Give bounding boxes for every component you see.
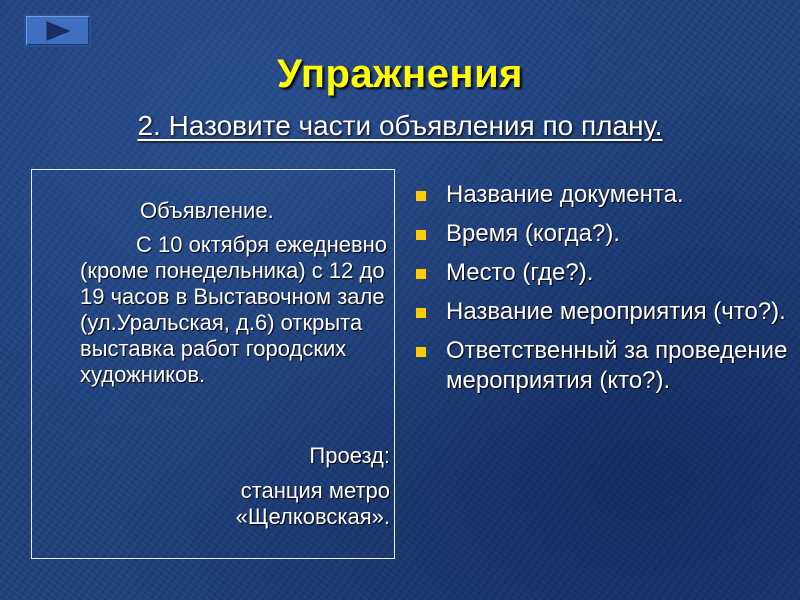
next-slide-button[interactable] (24, 14, 91, 47)
square-bullet-icon (416, 269, 426, 279)
square-bullet-icon (416, 347, 426, 357)
notice-box (31, 169, 395, 559)
square-bullet-icon (416, 230, 426, 240)
notice-travel-line: станция метро (240, 478, 390, 503)
square-bullet-icon (416, 308, 426, 318)
plan-item (412, 180, 792, 210)
notice-travel-label: Проезд: (309, 443, 390, 468)
slide-subtitle: 2. Назовите части объявления по плану. (137, 110, 663, 141)
plan-item (412, 258, 792, 288)
notice-travel-value (236, 478, 390, 530)
plan-item-label: Название документа. (446, 181, 684, 208)
square-bullet-icon (416, 191, 426, 201)
play-triangle-icon (45, 20, 71, 42)
plan-item-label: Ответственный за проведение мероприятия (кто?). (446, 337, 788, 394)
plan-item (412, 336, 792, 396)
plan-list (412, 180, 792, 405)
slide-title: Упражнения (276, 52, 524, 96)
plan-item (412, 297, 792, 327)
notice-travel-line: «Щелковская». (235, 504, 390, 529)
plan-item-label: Время (когда?). (446, 220, 621, 247)
notice-body: С 10 октября ежедневно (кроме понедельника) с 12 до 19 часов в Выставочном зале (ул.Уральская, д.6) открыта выставка работ городских художников. (80, 232, 388, 387)
plan-item-label: Название мероприятия (что?). (446, 298, 786, 325)
notice-heading: Объявление. (140, 198, 274, 223)
plan-item (412, 219, 792, 249)
plan-item-label: Место (где?). (446, 259, 594, 286)
